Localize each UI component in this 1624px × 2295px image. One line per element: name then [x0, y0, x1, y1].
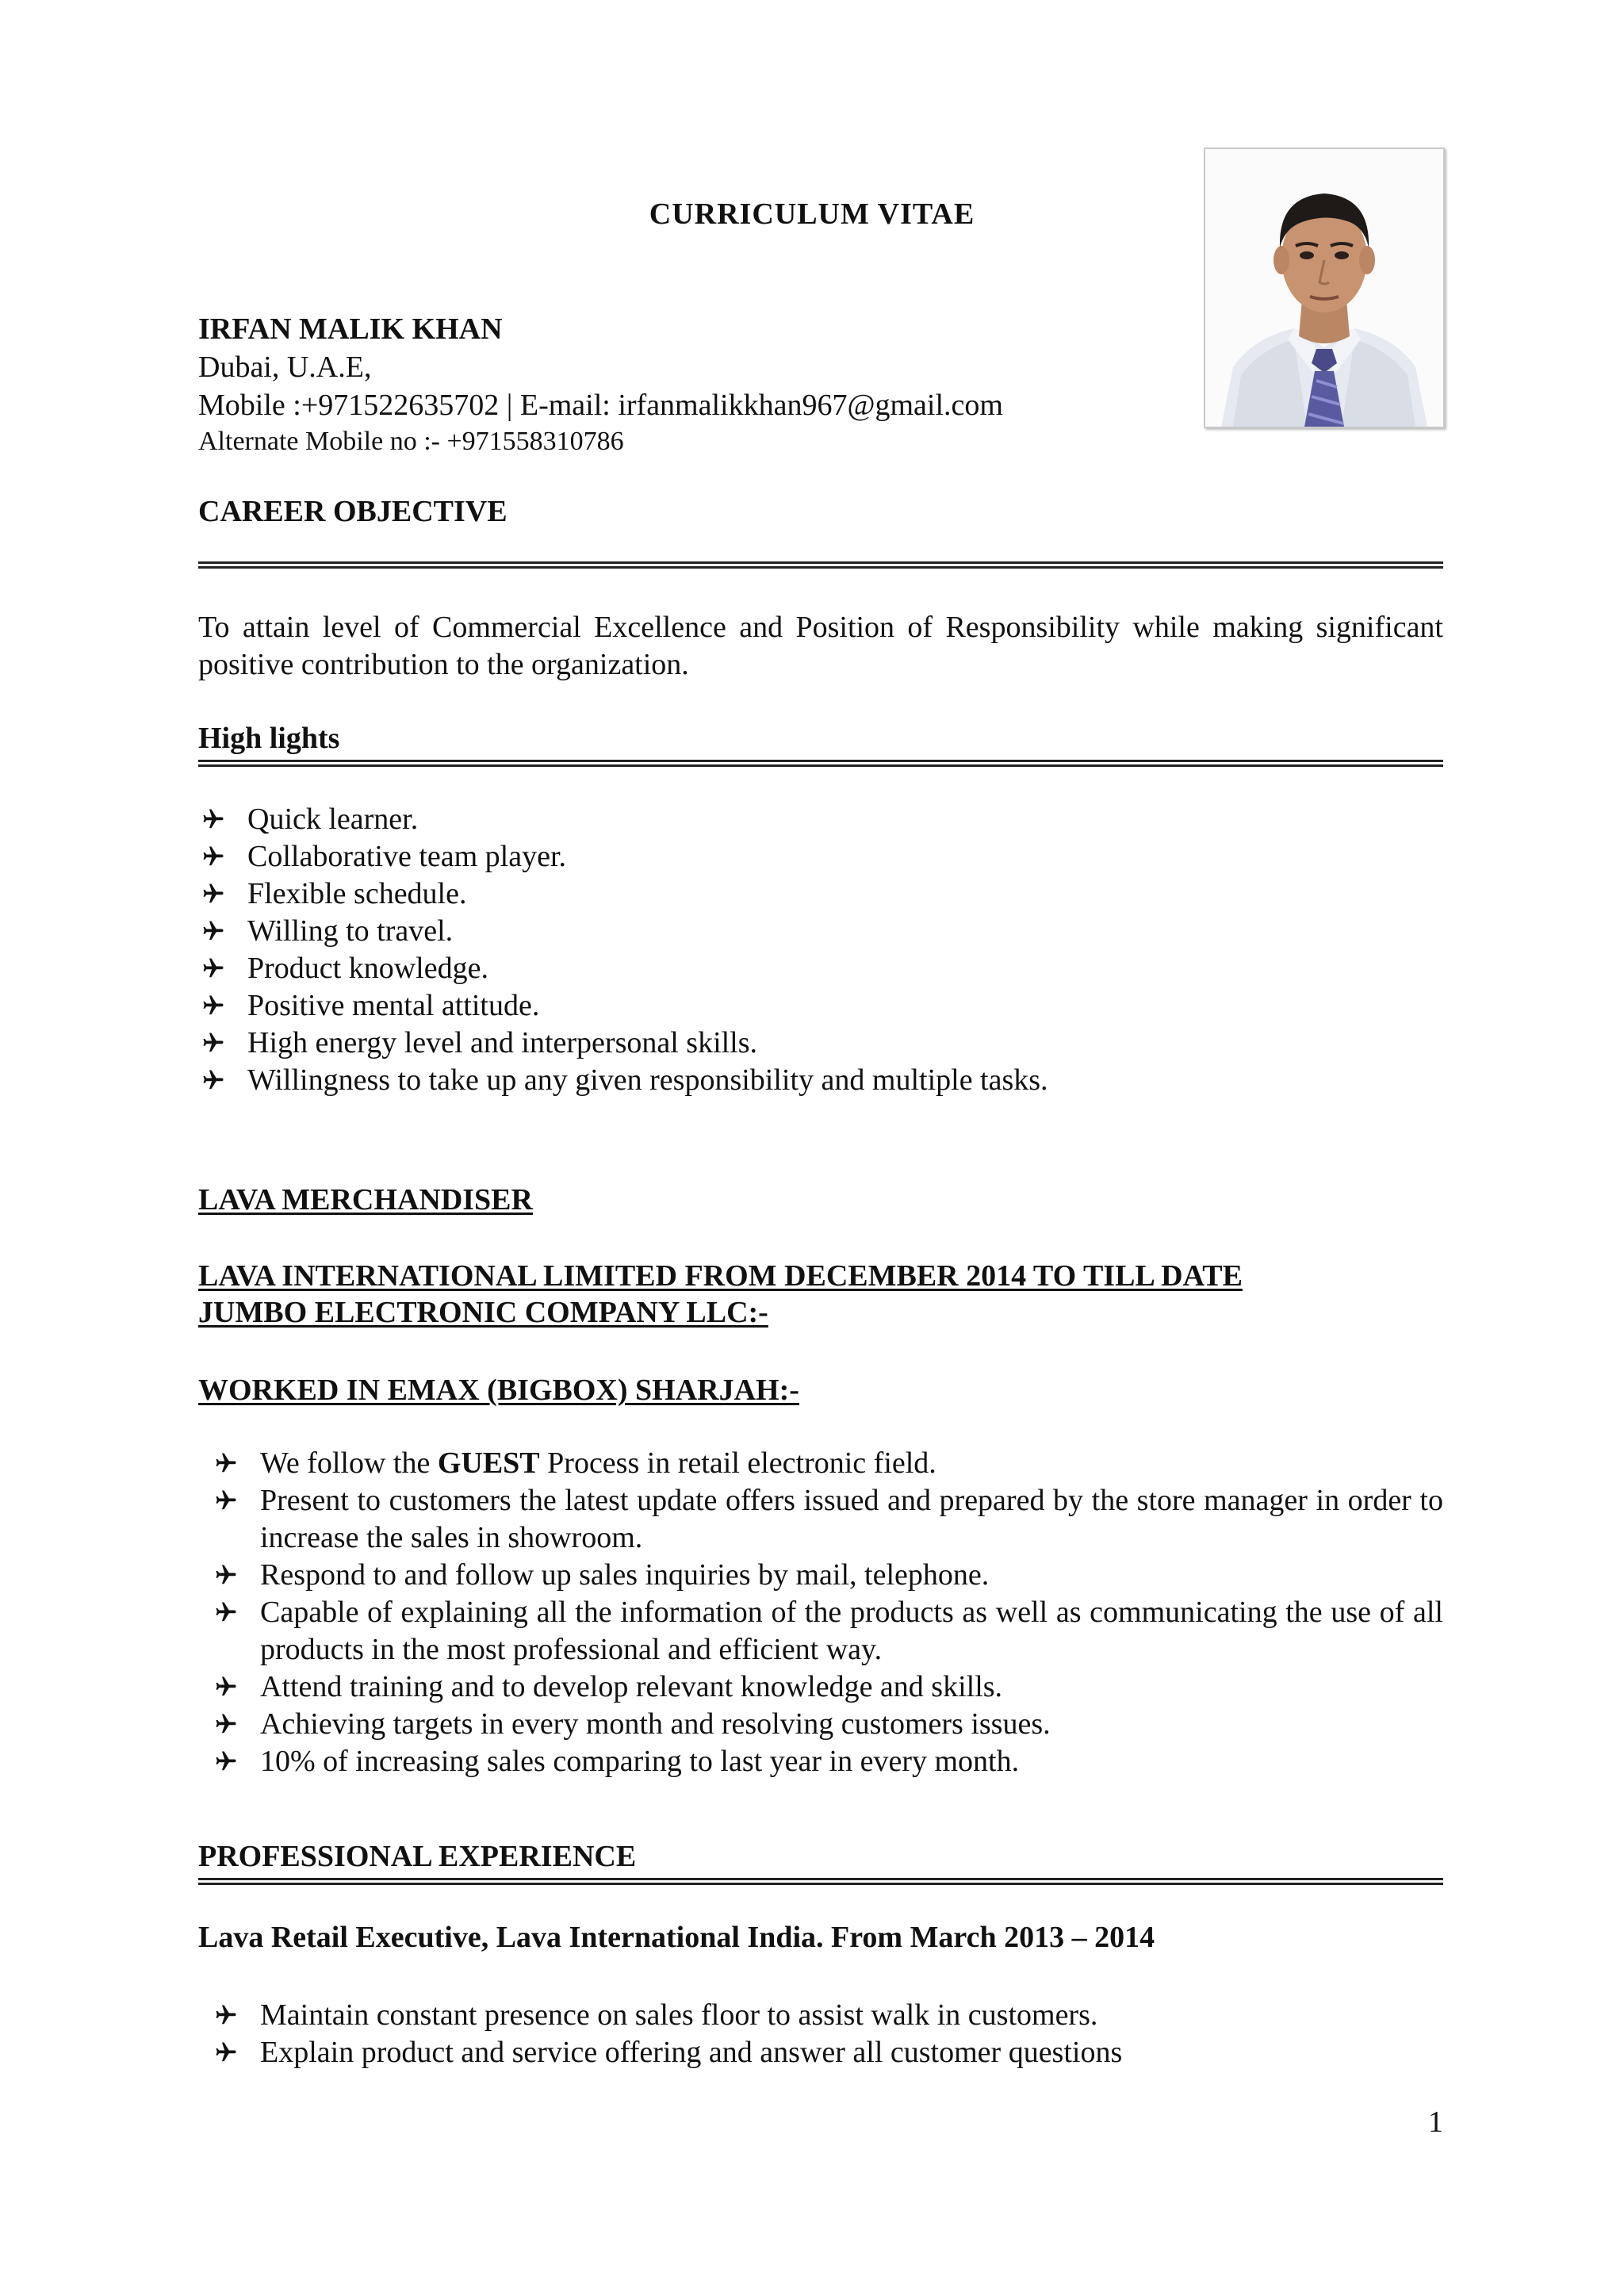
- airplane-icon: [214, 2040, 238, 2064]
- role-heading: LAVA MERCHANDISER: [198, 1183, 533, 1216]
- airplane-icon: [201, 919, 225, 943]
- airplane-icon: [201, 956, 225, 980]
- list-item: Willingness to take up any given responsibility and multiple tasks.: [198, 1062, 1443, 1099]
- document-title: CURRICULUM VITAE: [649, 197, 975, 231]
- list-item: Product knowledge.: [198, 950, 1443, 987]
- airplane-icon: [201, 994, 225, 1017]
- list-item: Collaborative team player.: [198, 838, 1443, 875]
- airplane-icon: [214, 1563, 238, 1587]
- airplane-icon: [214, 2003, 238, 2027]
- section-divider: [198, 1878, 1443, 1885]
- section-heading-professional-experience: PROFESSIONAL EXPERIENCE: [198, 1840, 637, 1873]
- airplane-icon: [201, 1031, 225, 1055]
- section-divider: [198, 760, 1443, 767]
- profile-photo-image: [1205, 149, 1443, 427]
- airplane-icon: [214, 1675, 238, 1699]
- list-item: High energy level and interpersonal skills.: [198, 1025, 1443, 1062]
- airplane-icon: [201, 807, 225, 831]
- list-item: Capable of explaining all the information of the products as well as communicating the use of all products in the most professional and efficient way.: [198, 1594, 1443, 1669]
- contact-line: Mobile :+971522635702 | E-mail: irfanmalikkhan967@gmail.com: [198, 389, 1003, 422]
- candidate-location: Dubai, U.A.E,: [198, 351, 372, 384]
- airplane-icon: [214, 1749, 238, 1773]
- work-location-heading: WORKED IN EMAX (BIGBOX) SHARJAH:-: [198, 1374, 799, 1407]
- section-heading-career-objective: CAREER OBJECTIVE: [198, 495, 508, 528]
- airplane-icon: [214, 1488, 238, 1512]
- list-item: Achieving targets in every month and resolving customers issues.: [198, 1706, 1443, 1743]
- airplane-icon: [214, 1712, 238, 1736]
- list-item: Explain product and service offering and answer all customer questions: [198, 2034, 1443, 2071]
- airplane-icon: [201, 882, 225, 906]
- list-item: Positive mental attitude.: [198, 987, 1443, 1025]
- airplane-icon: [214, 1600, 238, 1624]
- page-number: 1: [1428, 2105, 1443, 2139]
- airplane-icon: [201, 1068, 225, 1092]
- list-item: Willing to travel.: [198, 913, 1443, 950]
- list-item: We follow the GUEST Process in retail electronic field.: [198, 1445, 1443, 1482]
- alternate-mobile: Alternate Mobile no :- +971558310786: [198, 427, 624, 456]
- list-item: Attend training and to develop relevant knowledge and skills.: [198, 1669, 1443, 1706]
- list-item: Present to customers the latest update offers issued and prepared by the store manager in order to increase the sales in showroom.: [198, 1482, 1443, 1557]
- company-line-2: JUMBO ELECTRONIC COMPANY LLC:-: [198, 1296, 768, 1329]
- highlights-list: [198, 801, 1443, 1099]
- professional-duties: [198, 1997, 1443, 2071]
- list-item: Maintain constant presence on sales floor to assist walk in customers.: [198, 1997, 1443, 2034]
- list-item: 10% of increasing sales comparing to last year in every month.: [198, 1743, 1443, 1780]
- list-item: Quick learner.: [198, 801, 1443, 838]
- section-heading-highlights: High lights: [198, 722, 340, 755]
- profile-photo: [1204, 148, 1445, 428]
- company-line-1: LAVA INTERNATIONAL LIMITED FROM DECEMBER 2014 TO TILL DATE: [198, 1259, 1243, 1293]
- section-divider: [198, 561, 1443, 569]
- job-title: Lava Retail Executive, Lava International India. From March 2013 – 2014: [198, 1921, 1155, 1954]
- airplane-icon: [201, 845, 225, 868]
- list-item: Flexible schedule.: [198, 875, 1443, 913]
- airplane-icon: [214, 1451, 238, 1475]
- career-objective-text: To attain level of Commercial Excellence and Position of Responsibility while making significant positive contribution to the organization.: [198, 611, 1443, 681]
- list-item: Respond to and follow up sales inquiries by mail, telephone.: [198, 1557, 1443, 1594]
- candidate-name: IRFAN MALIK KHAN: [198, 312, 503, 346]
- current-role-duties: [198, 1445, 1443, 1780]
